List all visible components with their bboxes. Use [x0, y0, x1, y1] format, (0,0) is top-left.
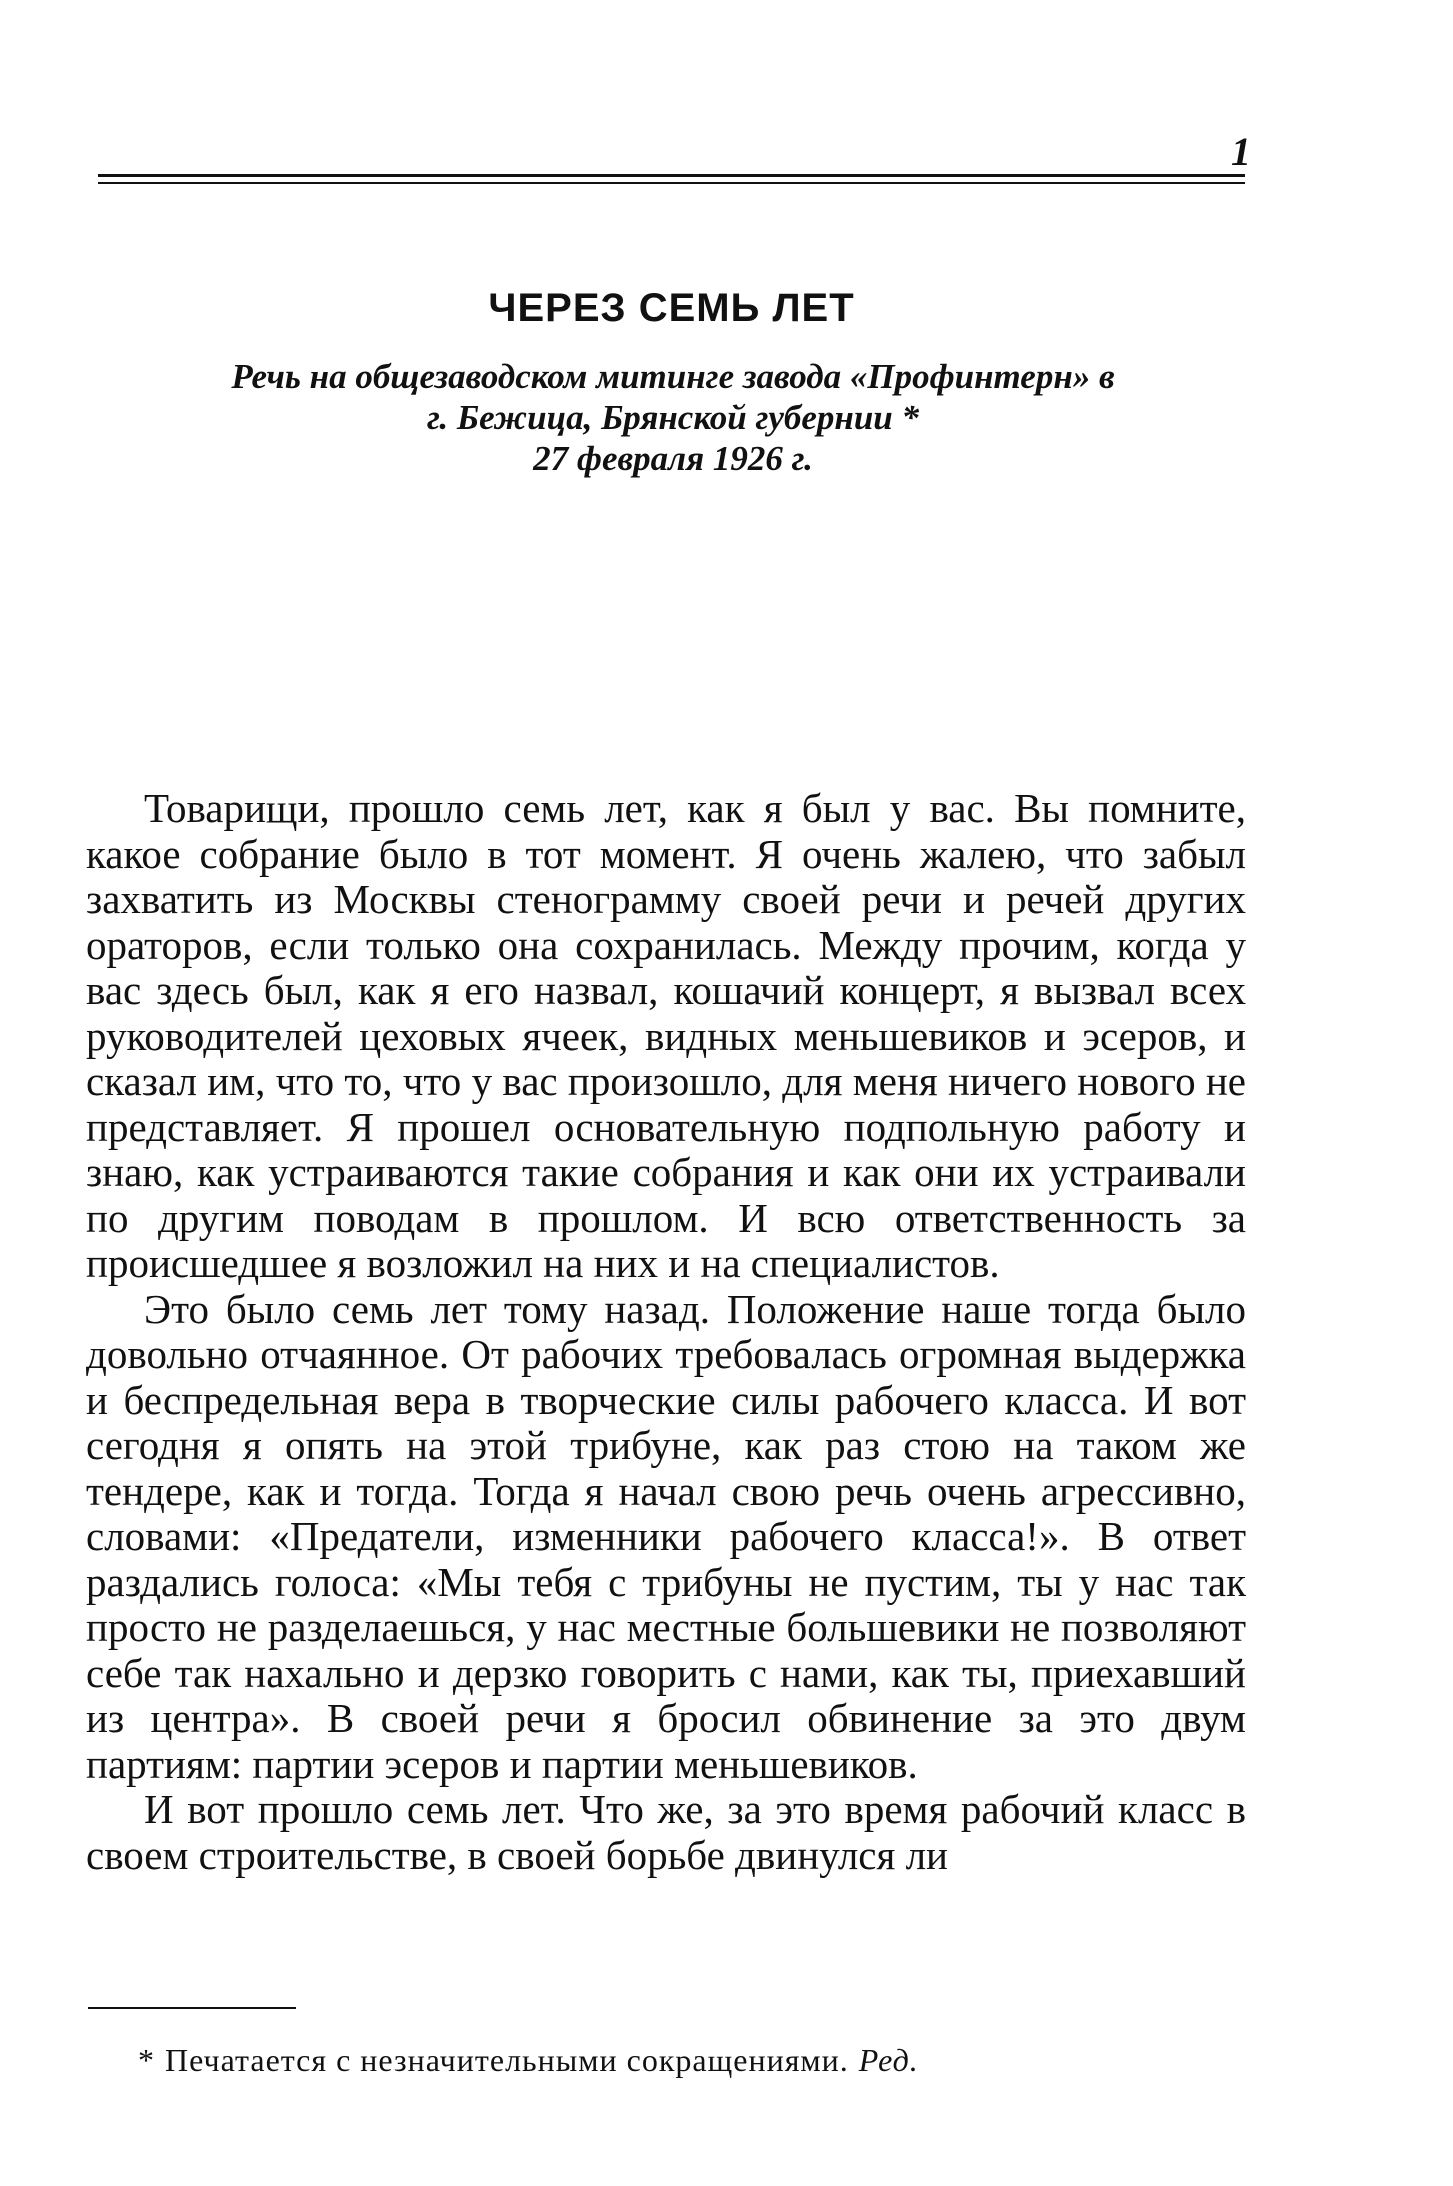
page-number: 1	[1231, 129, 1251, 174]
subtitle-line-date: 27 февраля 1926 г.	[533, 439, 813, 478]
subtitle-line-venue: Речь на общезаводском митинге завода «Профинтерн» в	[231, 357, 1115, 396]
header-rule-thin	[98, 182, 1245, 184]
article-body	[86, 786, 1246, 1878]
footnote-marker: *	[138, 2042, 155, 2078]
article-title: ЧЕРЕЗ СЕМЬ ЛЕТ	[488, 286, 855, 330]
footnote-rule	[88, 2007, 296, 2009]
body-paragraph: И вот прошло семь лет. Что же, за это время рабочий класс в своем строительстве, в своей борьбе двинулся ли	[86, 1786, 1246, 1878]
footnote	[138, 2042, 1238, 2079]
article-subtitle	[118, 356, 1228, 479]
header-rule	[98, 174, 1245, 177]
footnote-text: Печатается с незначительными сокращениями.	[165, 2042, 849, 2078]
body-paragraph: Это было семь лет тому назад. Положение наше тогда было довольно отчаянное. От рабочих требовалась огромная выдержка и беспредельная вера в творческие силы рабочего класса. И вот сегодня я опять на этой трибуне, как раз стою на таком же тендере, как и тогда. Тогда я начал свою речь очень агрессивно, словами: «Предатели, изменники рабочего класса!». В ответ раздались голоса: «Мы тебя с трибуны не пустим, ты у нас так просто не разделаешься, у нас местные большевики не позволяют себе так нахально и дерзко говорить с нами, как ты, приехавший из центра». В своей речи я бросил обвинение за это двум партиям: партии эсеров и партии меньшевиков.	[86, 1285, 1246, 1787]
subtitle-line-place: г. Бежица, Брянской губернии *	[426, 398, 920, 437]
footnote-editor-mark: Ред.	[858, 2042, 919, 2078]
body-paragraph: Товарищи, прошло семь лет, как я был у вас. Вы помните, какое собрание было в тот момент. Я очень жалею, что забыл захватить из Москвы стенограмму своей речи и речей других ораторов, если только она сохранилась. Между прочим, когда у вас здесь был, как я его назвал, кошачий концерт, я вызвал всех руководителей цеховых ячеек, видных меньшевиков и эсеров, и сказал им, что то, что у вас произошло, для меня ничего нового не представляет. Я прошел основательную подпольную работу и знаю, как устраиваются такие собрания и как они их устраивали по другим поводам в прошлом. И всю ответственность за происшедшее я возложил на них и на специалистов.	[86, 785, 1246, 1286]
